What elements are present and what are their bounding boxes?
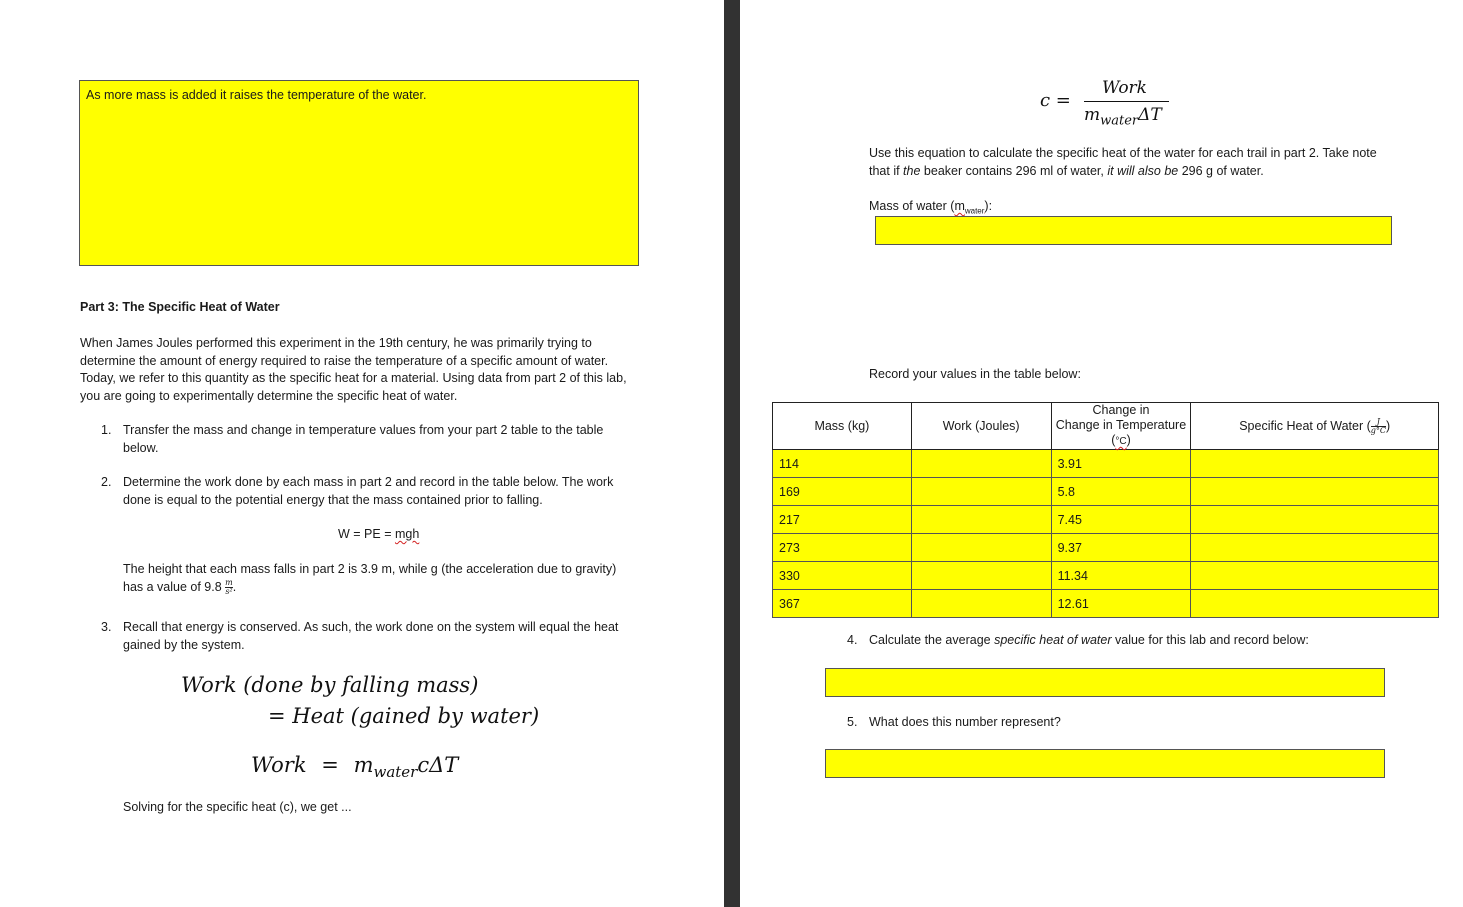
data-table [772, 402, 1439, 618]
eq-c: c = [1040, 90, 1071, 111]
equation-work-mct [251, 753, 458, 781]
cell-mass[interactable]: 217 [773, 506, 912, 534]
cell-heat[interactable] [1191, 590, 1439, 618]
table-row [773, 478, 1439, 506]
cell-mass[interactable]: 367 [773, 590, 912, 618]
mass-sym-m: m [954, 199, 965, 213]
mass-label-text: Mass of water ( [869, 199, 955, 213]
instr-part-3: 296 g of water. [1178, 163, 1264, 178]
equation-mgh: mgh [394, 527, 420, 541]
step-1 [101, 422, 641, 457]
question-5 [847, 715, 1061, 729]
eq-denominator [1084, 105, 1162, 128]
cell-mass[interactable]: 273 [773, 534, 912, 562]
eq-fraction-bar [1084, 101, 1169, 102]
left-page [0, 0, 724, 907]
eq-work-m: m [353, 753, 374, 777]
equation-work-heat-line1: Work (done by falling mass) [181, 673, 479, 697]
cell-heat[interactable] [1191, 450, 1439, 478]
table-row [773, 562, 1439, 590]
header-work: Work (Joules) [911, 403, 1051, 450]
height-paragraph [123, 561, 623, 596]
mass-label-end: ): [984, 199, 993, 213]
eq-den-sub: water [1100, 113, 1139, 129]
mass-symbol [954, 199, 985, 216]
record-instruction: Record your values in the table below: [869, 367, 1081, 381]
question-4-number: 4. [847, 633, 858, 647]
cell-dt[interactable]: 11.34 [1051, 562, 1191, 590]
answer-text: As more mass is added it raises the temperature of the water. [86, 88, 427, 102]
cell-work[interactable] [911, 534, 1051, 562]
page-divider [724, 0, 740, 907]
cell-heat[interactable] [1191, 506, 1439, 534]
cell-dt[interactable]: 3.91 [1051, 450, 1191, 478]
table-row [773, 506, 1439, 534]
equation-work-heat-line2: = Heat (gained by water) [268, 704, 540, 728]
eq-den-rest: ΔT [1138, 105, 1162, 125]
question-4-text [869, 633, 1309, 647]
height-end: . [232, 579, 237, 594]
header-mass: Mass (kg) [773, 403, 912, 450]
instr-italic-2: it will also be [1107, 163, 1179, 178]
step-3 [101, 619, 641, 654]
cell-dt[interactable]: 12.61 [1051, 590, 1191, 618]
header-specific-heat: Specific Heat of Water ( $\frac{J}{g^\circ C}$ ) [1191, 403, 1439, 450]
unit-numerator: m [225, 577, 233, 587]
cell-work[interactable] [911, 562, 1051, 590]
answer-box-observation[interactable] [79, 80, 639, 266]
mass-sym-sub: water [964, 206, 985, 216]
cell-dt[interactable]: 5.8 [1051, 478, 1191, 506]
height-text: The height that each mass falls in part 2 is 3.9 m, while g (the acceleration due to gravity) has a value of 9.8 [123, 562, 617, 594]
question-4 [847, 633, 1309, 647]
question-5-text: What does this number represent? [869, 715, 1061, 729]
cell-mass[interactable]: 114 [773, 450, 912, 478]
cell-work[interactable] [911, 478, 1051, 506]
equation-specific-heat [1040, 78, 1180, 130]
equation-work-pe [338, 527, 419, 541]
table-header-row [773, 403, 1439, 450]
number-meaning-input[interactable] [825, 749, 1385, 778]
cell-work[interactable] [911, 450, 1051, 478]
instruction-paragraph [869, 145, 1389, 180]
cell-dt[interactable]: 7.45 [1051, 506, 1191, 534]
table-row [773, 590, 1439, 618]
average-specific-heat-input[interactable] [825, 668, 1385, 697]
header-temp-unit: °C [1115, 436, 1127, 447]
table-row [773, 450, 1439, 478]
step-2-number: 2. [101, 475, 112, 489]
equation-work-pe-prefix: W = PE = [338, 527, 395, 541]
step-3-text: Recall that energy is conserved. As such, the work done on the system will equal the heat gained by the system. [123, 620, 619, 652]
instr-part-2: beaker contains 296 ml of water, [920, 163, 1108, 178]
heat-unit-den: g°C [1370, 425, 1386, 435]
eq-work-sub: water [373, 763, 418, 782]
instr-part-1: Use this equation to calculate the specific heat of the water for each trail in part 2. Take note that if [869, 146, 1377, 178]
table-row [773, 534, 1439, 562]
cell-work[interactable] [911, 506, 1051, 534]
eq-work-equals: = [321, 753, 339, 777]
step-2-text: Determine the work done by each mass in part 2 and record in the table below. The work done is equal to the potential energy that the mass contained prior to falling. [123, 475, 614, 507]
mass-of-water-label [869, 199, 992, 216]
question-5-number: 5. [847, 715, 858, 729]
right-page [740, 0, 1463, 907]
mass-of-water-input[interactable] [875, 216, 1392, 245]
eq-work-rest: cΔT [417, 753, 459, 777]
q4-part-1: Calculate the average [869, 633, 995, 647]
intro-paragraph: When James Joules performed this experiment in the 19th century, he was primarily trying to determine the amount of energy required to raise the temperature of a specific amount of water. Today, we refer to this quantity as the specific heat for a material. Using data from part 2 of this lab, you are going to experimentally determine the specific heat of water. [80, 336, 627, 403]
heat-unit-num: J [1376, 416, 1380, 426]
cell-heat[interactable] [1191, 478, 1439, 506]
cell-mass[interactable]: 169 [773, 478, 912, 506]
header-temperature: Change in Change in Temperature (°C) [1051, 403, 1191, 450]
eq-den-m: m [1084, 105, 1101, 125]
step-3-number: 3. [101, 620, 112, 634]
cell-mass[interactable]: 330 [773, 562, 912, 590]
eq-numerator: Work [1102, 78, 1147, 98]
q4-italic: specific heat of water [994, 633, 1112, 647]
cell-work[interactable] [911, 590, 1051, 618]
section-heading: Part 3: The Specific Heat of Water [80, 300, 280, 314]
step-1-text: Transfer the mass and change in temperature values from your part 2 table to the table below. [123, 423, 604, 455]
solving-text: Solving for the specific heat (c), we get ... [123, 800, 352, 814]
step-2 [101, 474, 641, 509]
cell-heat[interactable] [1191, 534, 1439, 562]
q4-part-2: value for this lab and record below: [1111, 633, 1309, 647]
unit-denominator: s² [225, 586, 233, 596]
header-temp-text: Change in Temperature ( [1055, 418, 1187, 447]
unit-fraction [225, 579, 233, 596]
header-heat-text: Specific Heat of Water ( [1239, 418, 1371, 433]
table-body [773, 450, 1439, 618]
cell-dt[interactable]: 9.37 [1051, 534, 1191, 562]
cell-heat[interactable] [1191, 562, 1439, 590]
heat-unit-fraction [1371, 418, 1386, 435]
instr-italic-1: the [903, 163, 921, 178]
eq-work-lhs: Work [251, 753, 307, 777]
step-1-number: 1. [101, 423, 112, 437]
